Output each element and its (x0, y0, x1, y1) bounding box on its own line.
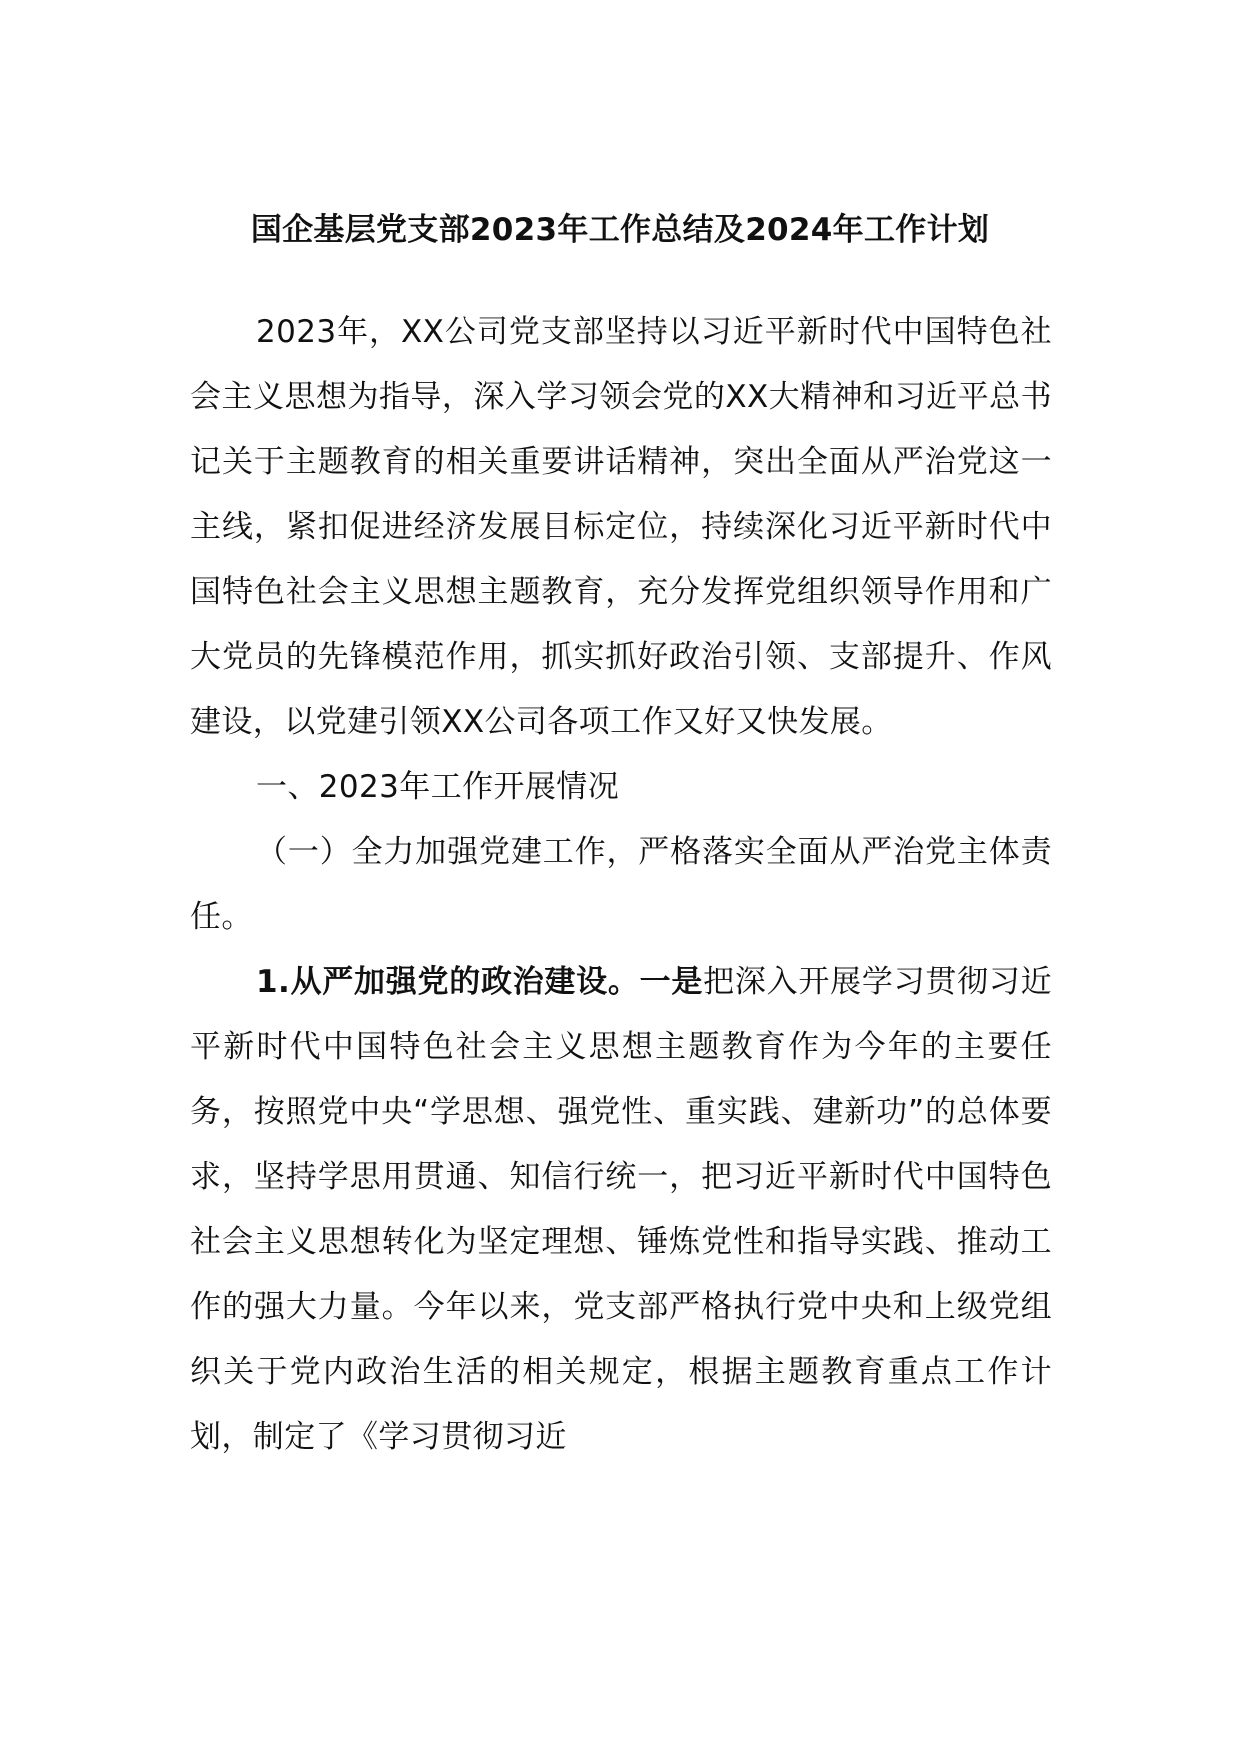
item-1-marker: 一是 (639, 964, 704, 1000)
intro-paragraph: 2023年，XX公司党支部坚持以习近平新时代中国特色社会主义思想为指导，深入学习领会党的XX大精神和习近平总书记关于主题教育的相关重要讲话精神，突出全面从严治党这一主线，紧扣促进经济发展目标定位，持续深化习近平新时代中国特色社会主义思想主题教育，充分发挥党组织领导作用和广大党员的先锋模范作用，抓实抓好政治引领、支部提升、作风建设，以党建引领XX公司各项工作又好又快发展。 (190, 314, 1052, 740)
document-body (190, 300, 1052, 1470)
item-1-paragraph (190, 950, 1052, 1470)
document-title: 国企基层党支部2023年工作总结及2024年工作计划 (250, 212, 990, 248)
subsection-heading: （一）全力加强党建工作，严格落实全面从严治党主体责任。 (190, 834, 1052, 935)
item-1-lead: 1.从严加强党的政治建设。 (256, 964, 640, 1000)
item-1-text: 把深入开展学习贯彻习近平新时代中国特色社会主义思想主题教育作为今年的主要任务，按照党中央“学思想、强党性、重实践、建新功”的总体要求，坚持学思用贯通、知信行统一，把习近平新时代中国特色社会主义思想转化为坚定理想、锤炼党性和指导实践、推动工作的强大力量。今年以来，党支部严格执行党中央和上级党组织关于党内政治生活的相关规定，根据主题教育重点工作计划，制定了《学习贯彻习近 (190, 964, 1053, 1455)
section-heading: 一、2023年工作开展情况 (256, 769, 620, 805)
